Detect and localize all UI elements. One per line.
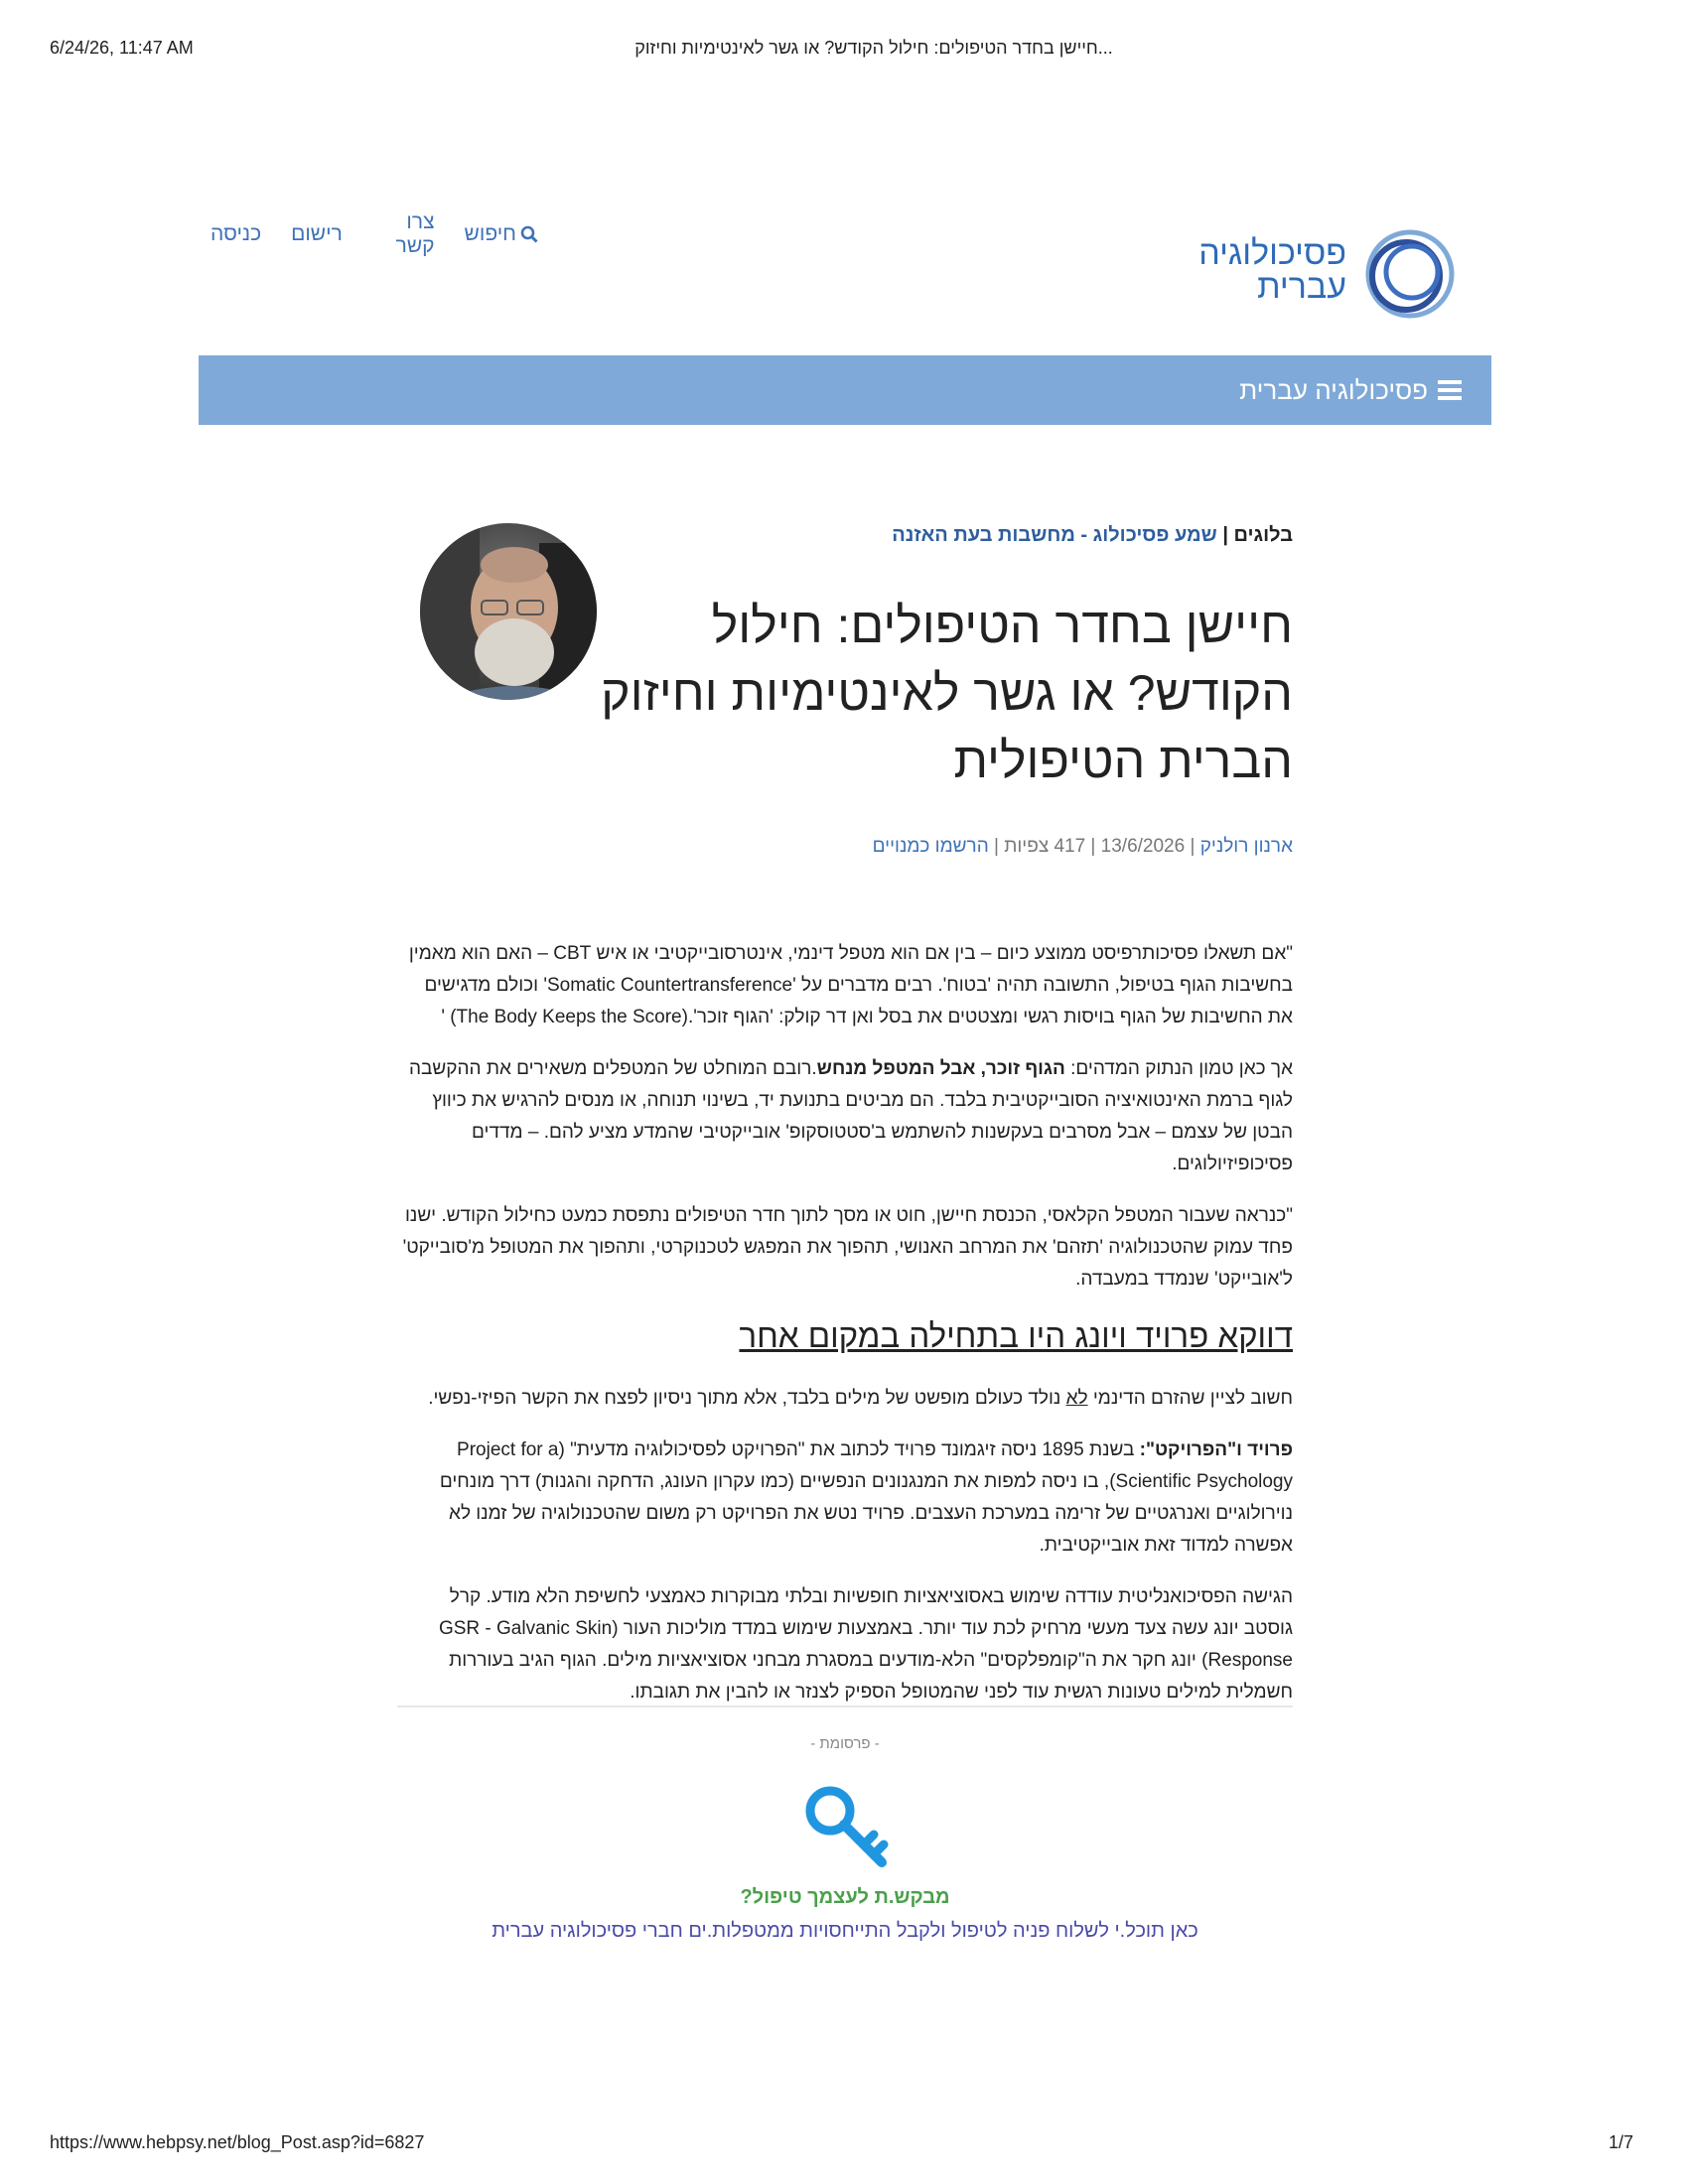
ad-label: - פרסומת - — [810, 1735, 880, 1752]
author-avatar[interactable] — [420, 523, 597, 700]
ad-subtitle[interactable]: כאן תוכל.י לשלוח פניה לטיפול ולקבל התייחסויות ממטפלות.ים חברי פסיכולוגיה עברית — [492, 1920, 1198, 1942]
menu-toggle[interactable] — [1239, 355, 1462, 425]
paragraph-5 — [397, 1434, 1293, 1562]
article-meta: ארנון רולניק | 13/6/2026 | 417 צפיות | הרשמו כמנויים — [872, 836, 1293, 857]
search-label: חיפוש — [464, 222, 516, 245]
breadcrumb-separator: | — [1222, 524, 1228, 546]
author-link[interactable]: ארנון רולניק — [1199, 836, 1293, 857]
article-title: חיישן בחדר הטיפולים: חילול הקודש? או גשר לאינטימיות וחיזוק הברית הטיפולית — [601, 598, 1293, 788]
search-link[interactable] — [465, 210, 538, 258]
login-link[interactable]: כניסה — [211, 222, 262, 245]
subscribe-link[interactable]: הרשמו כמנויים — [872, 836, 989, 857]
logo-line1: פסיכולוגיה — [1198, 234, 1346, 272]
print-title: ...חיישן בחדר הטיפולים: חילול הקודש? או גשר לאינטימיות וחיזוק — [634, 38, 1113, 58]
paragraph-4-rest: נולד כעולם מופשט של מילים בלבד, אלא מתוך ניסיון לפצח את הקשר הפיזי-נפשי. — [428, 1388, 1066, 1409]
top-nav — [211, 210, 538, 258]
view-count: 417 צפיות — [1004, 836, 1086, 857]
post-date: 13/6/2026 — [1100, 836, 1186, 857]
print-url: https://www.hebpsy.net/blog_Post.asp?id=6827 — [50, 2132, 425, 2152]
breadcrumb — [892, 524, 1293, 547]
search-icon — [520, 225, 538, 243]
article-body — [397, 938, 1293, 1728]
section-heading: דווקא פרויד ויונג היו בתחילה במקום אחר — [739, 1317, 1293, 1354]
logo-rings-icon — [1358, 226, 1458, 326]
author-photo — [420, 523, 597, 700]
logo-line2: עברית — [1257, 268, 1346, 306]
register-link[interactable]: רישום — [291, 222, 343, 245]
paragraph-2-rest: .רובם המוחלט של המטפלים משאירים את ההקשבה לגוף ברמת האינטואיציה הסובייקטיבית בלבד. הם מביטים בתנועת יד, בשינוי תנוחה, או מנסים להרגיש את כיווץ הבטן של עצמם – אבל מסרבים בעקשנות להשתמש ב'סטטוסקופ' אובייקטיבי שהמדע מציע להם. – מדדים פסיכופיזיולוגים. — [408, 1058, 1293, 1174]
paragraph-5-rest: בשנת 1895 ניסה זיגמונד פרויד לכתוב את "הפרויקט לפסיכולוגיה מדעית" (Project for a Scientific Psychology), בו ניסה למפות את המנגנונים הנפשיים (כמו עקרון העונג, הדחקה והגנות) דרך מונחים נוירולוגיים ואנרגטיים של זרימה במערכת העצבים. פרויד נטש את הפרויקט רק משום שהטכנולוגיה של זמנו לא אפשרה למדוד זאת אובייקטיבית. — [439, 1439, 1293, 1556]
key-icon[interactable] — [802, 1783, 898, 1878]
contact-link[interactable]: צרו קשר — [395, 210, 435, 257]
paragraph-5-lead: פרויד ו"הפרויקט": — [1139, 1439, 1293, 1460]
print-date: 6/24/26, 11:47 AM — [50, 38, 194, 58]
paragraph-2-emphasis: הגוף זוכר, אבל המטפל מנחש — [816, 1058, 1065, 1079]
hamburger-icon — [1438, 380, 1462, 400]
paragraph-4 — [397, 1383, 1293, 1415]
menu-label: פסיכולוגיה עברית — [1239, 374, 1428, 405]
ad-title[interactable]: מבקש.ת לעצמך טיפול? — [740, 1886, 950, 1908]
paragraph-4-lead: חשוב לציין שהזרם הדינמי — [1087, 1388, 1293, 1409]
paragraph-6: הגישה הפסיכואנליטית עודדה שימוש באסוציאציות חופשיות ובלתי מבוקרות כאמצעי לחשיפת הלא מודע. קרל גוסטב יונג עשה צעד מעשי מרחיק לכת עוד יותר. באמצעות שימוש במדד מוליכות העור (GSR - Galvanic Skin Response) יונג חקר את ה"קומפלקסים" הלא-מודעים במסגרת מבחני אסוציאציות מילים. הגוף הגיב בעוררות חשמלית למילים טעונות רגשית עוד לפני שהמטופל הספיק לצנזר או להבין את תגובתו. — [438, 1586, 1293, 1703]
print-page-number: 1/7 — [1609, 2132, 1634, 2152]
main-menubar — [199, 355, 1491, 425]
breadcrumb-blog-link[interactable]: שמע פסיכולוג - מחשבות בעת האזנה — [892, 524, 1217, 546]
paragraph-3: "כנראה שעבור המטפל הקלאסי, הכנסת חיישן, חוט או מסך לתוך חדר הטיפולים נתפסת כמעט כחילול הקודש. ישנו פחד עמוק שהטכנולוגיה 'תזהם' את המרחב האנושי, תהפוך את המפגש לטכנוקרטי, ותהפוך את המטופל מ'סובייקט' ל'אובייקט' שנמדד במעבדה. — [402, 1205, 1293, 1290]
site-logo[interactable] — [1198, 226, 1458, 326]
paragraph-2 — [397, 1053, 1293, 1180]
paragraph-1: "אם תשאלו פסיכותרפיסט ממוצע כיום – בין אם הוא מטפל דינמי, אינטרסובייקטיבי או איש CBT – האם הוא מאמין בחשיבות הגוף בטיפול, התשובה תהיה 'בטוח'. רבים מדברים על 'Somatic Countertransference' וכולם מדגישים את החשיבות של הגוף בויסות רגשי ומצטטים את בסל ואן דר קולק: 'הגוף זוכר'.(The Body Keeps the Score) ' — [408, 943, 1293, 1027]
paragraph-2-lead: אך כאן טמון הנתוק המדהים: — [1064, 1058, 1293, 1079]
logo-text — [1198, 236, 1346, 304]
breadcrumb-section[interactable]: בלוגים — [1233, 524, 1293, 546]
content-divider — [397, 1706, 1293, 1707]
paragraph-4-underline: לא — [1065, 1388, 1088, 1409]
